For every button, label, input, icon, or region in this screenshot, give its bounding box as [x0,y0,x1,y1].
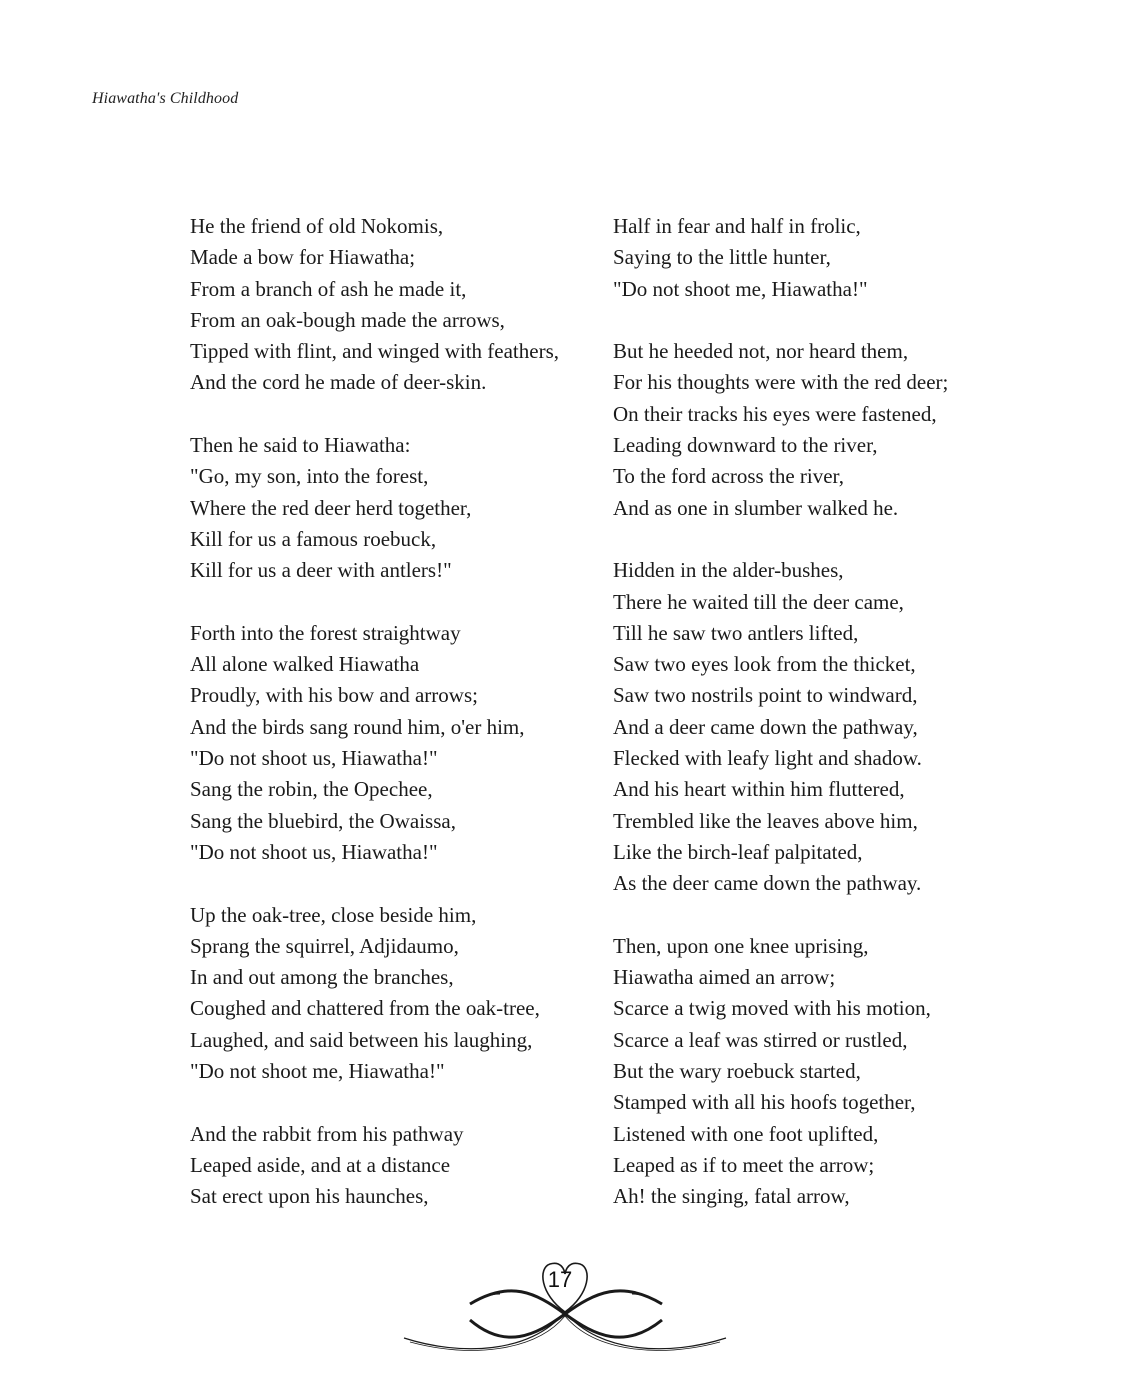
poem-line: For his thoughts were with the red deer; [613,370,949,395]
stanza [613,555,948,899]
poem-line: Saying to the little hunter, [613,245,831,270]
poem-line: And the rabbit from his pathway [190,1121,464,1146]
poem-line: Flecked with leafy light and shadow. [613,746,922,771]
poem-line: Laughed, and said between his laughing, [190,1027,533,1052]
stanza [613,211,948,305]
poem-line: As the deer came down the pathway. [613,871,922,896]
poem-line: From an oak-bough made the arrows, [190,307,505,332]
poem-line: Sat erect upon his haunches, [190,1184,429,1209]
poem-line: There he waited till the deer came, [613,589,904,614]
poem-line: And a deer came down the pathway, [613,714,918,739]
poem-line: Sprang the squirrel, Adjidaumo, [190,933,459,958]
heart-flourish-icon [400,1260,730,1360]
poem-line: Kill for us a deer with antlers!" [190,558,452,583]
poem-line: He the friend of old Nokomis, [190,214,444,238]
poem-line: Coughed and chattered from the oak-tree, [190,996,540,1021]
poem-line: Forth into the forest straightway [190,620,461,645]
poem-line: Ah! the singing, fatal arrow, [613,1184,850,1209]
poem-line: Sang the bluebird, the Owaissa, [190,808,456,833]
poem-line: Proudly, with his bow and arrows; [190,683,478,708]
poem-line: Then he said to Hiawatha: [190,433,411,458]
stanza [613,931,948,1213]
stanza [190,1119,559,1213]
poem-line: From a branch of ash he made it, [190,276,467,301]
stanza [190,900,559,1088]
stanza [190,430,559,586]
poem-line: Where the red deer herd together, [190,495,472,520]
poem-line: Saw two nostrils point to windward, [613,683,918,708]
stanza [190,211,559,399]
poem-line: But he heeded not, nor heard them, [613,339,909,364]
page-number: 17 [547,1267,573,1292]
poem-line: Hidden in the alder-bushes, [613,558,844,583]
stanza [613,336,948,524]
poem-line: But the wary roebuck started, [613,1059,861,1084]
poem-line: Kill for us a famous roebuck, [190,526,437,551]
poem-line: And the birds sang round him, o'er him, [190,714,525,739]
poem-column-right [613,211,948,1213]
poem-line: In and out among the branches, [190,965,454,990]
poem-line: Leading downward to the river, [613,433,878,458]
page-footer [400,1260,730,1360]
poem-line: "Do not shoot us, Hiawatha!" [190,839,438,864]
poem-line: And the cord he made of deer-skin. [190,370,487,395]
poem-line: Till he saw two antlers lifted, [613,620,859,645]
poem-line: Listened with one foot uplifted, [613,1121,879,1146]
poem-line: Half in fear and half in frolic, [613,214,861,238]
poem-line: "Do not shoot us, Hiawatha!" [190,746,438,771]
poem-line: Saw two eyes look from the thicket, [613,652,916,677]
poem-line: All alone walked Hiawatha [190,652,420,677]
poem-line: Made a bow for Hiawatha; [190,245,416,270]
poem-line: Sang the robin, the Opechee, [190,777,433,802]
poem-line: Then, upon one knee uprising, [613,933,869,958]
poem-line: Scarce a twig moved with his motion, [613,996,931,1021]
poem-line: Leaped as if to meet the arrow; [613,1152,875,1177]
running-header: Hiawatha's Childhood [92,90,239,107]
poem-line: Leaped aside, and at a distance [190,1152,451,1177]
poem-line: Hiawatha aimed an arrow; [613,965,836,990]
poem-line: And as one in slumber walked he. [613,495,899,520]
poem-line: On their tracks his eyes were fastened, [613,401,937,426]
poem-line: Like the birch-leaf palpitated, [613,839,863,864]
poem-line: And his heart within him fluttered, [613,777,905,802]
stanza [190,618,559,868]
poem-line: "Do not shoot me, Hiawatha!" [190,1059,445,1084]
poem-line: Up the oak-tree, close beside him, [190,902,477,927]
poem-line: "Go, my son, into the forest, [190,464,429,489]
poem-line: Trembled like the leaves above him, [613,808,918,833]
poem-line: To the ford across the river, [613,464,844,489]
poem-column-left [190,211,559,1213]
poem-line: Stamped with all his hoofs together, [613,1090,916,1115]
poem-line: "Do not shoot me, Hiawatha!" [613,276,868,301]
poem-line: Tipped with flint, and winged with feathers, [190,339,560,364]
poem-line: Scarce a leaf was stirred or rustled, [613,1027,908,1052]
